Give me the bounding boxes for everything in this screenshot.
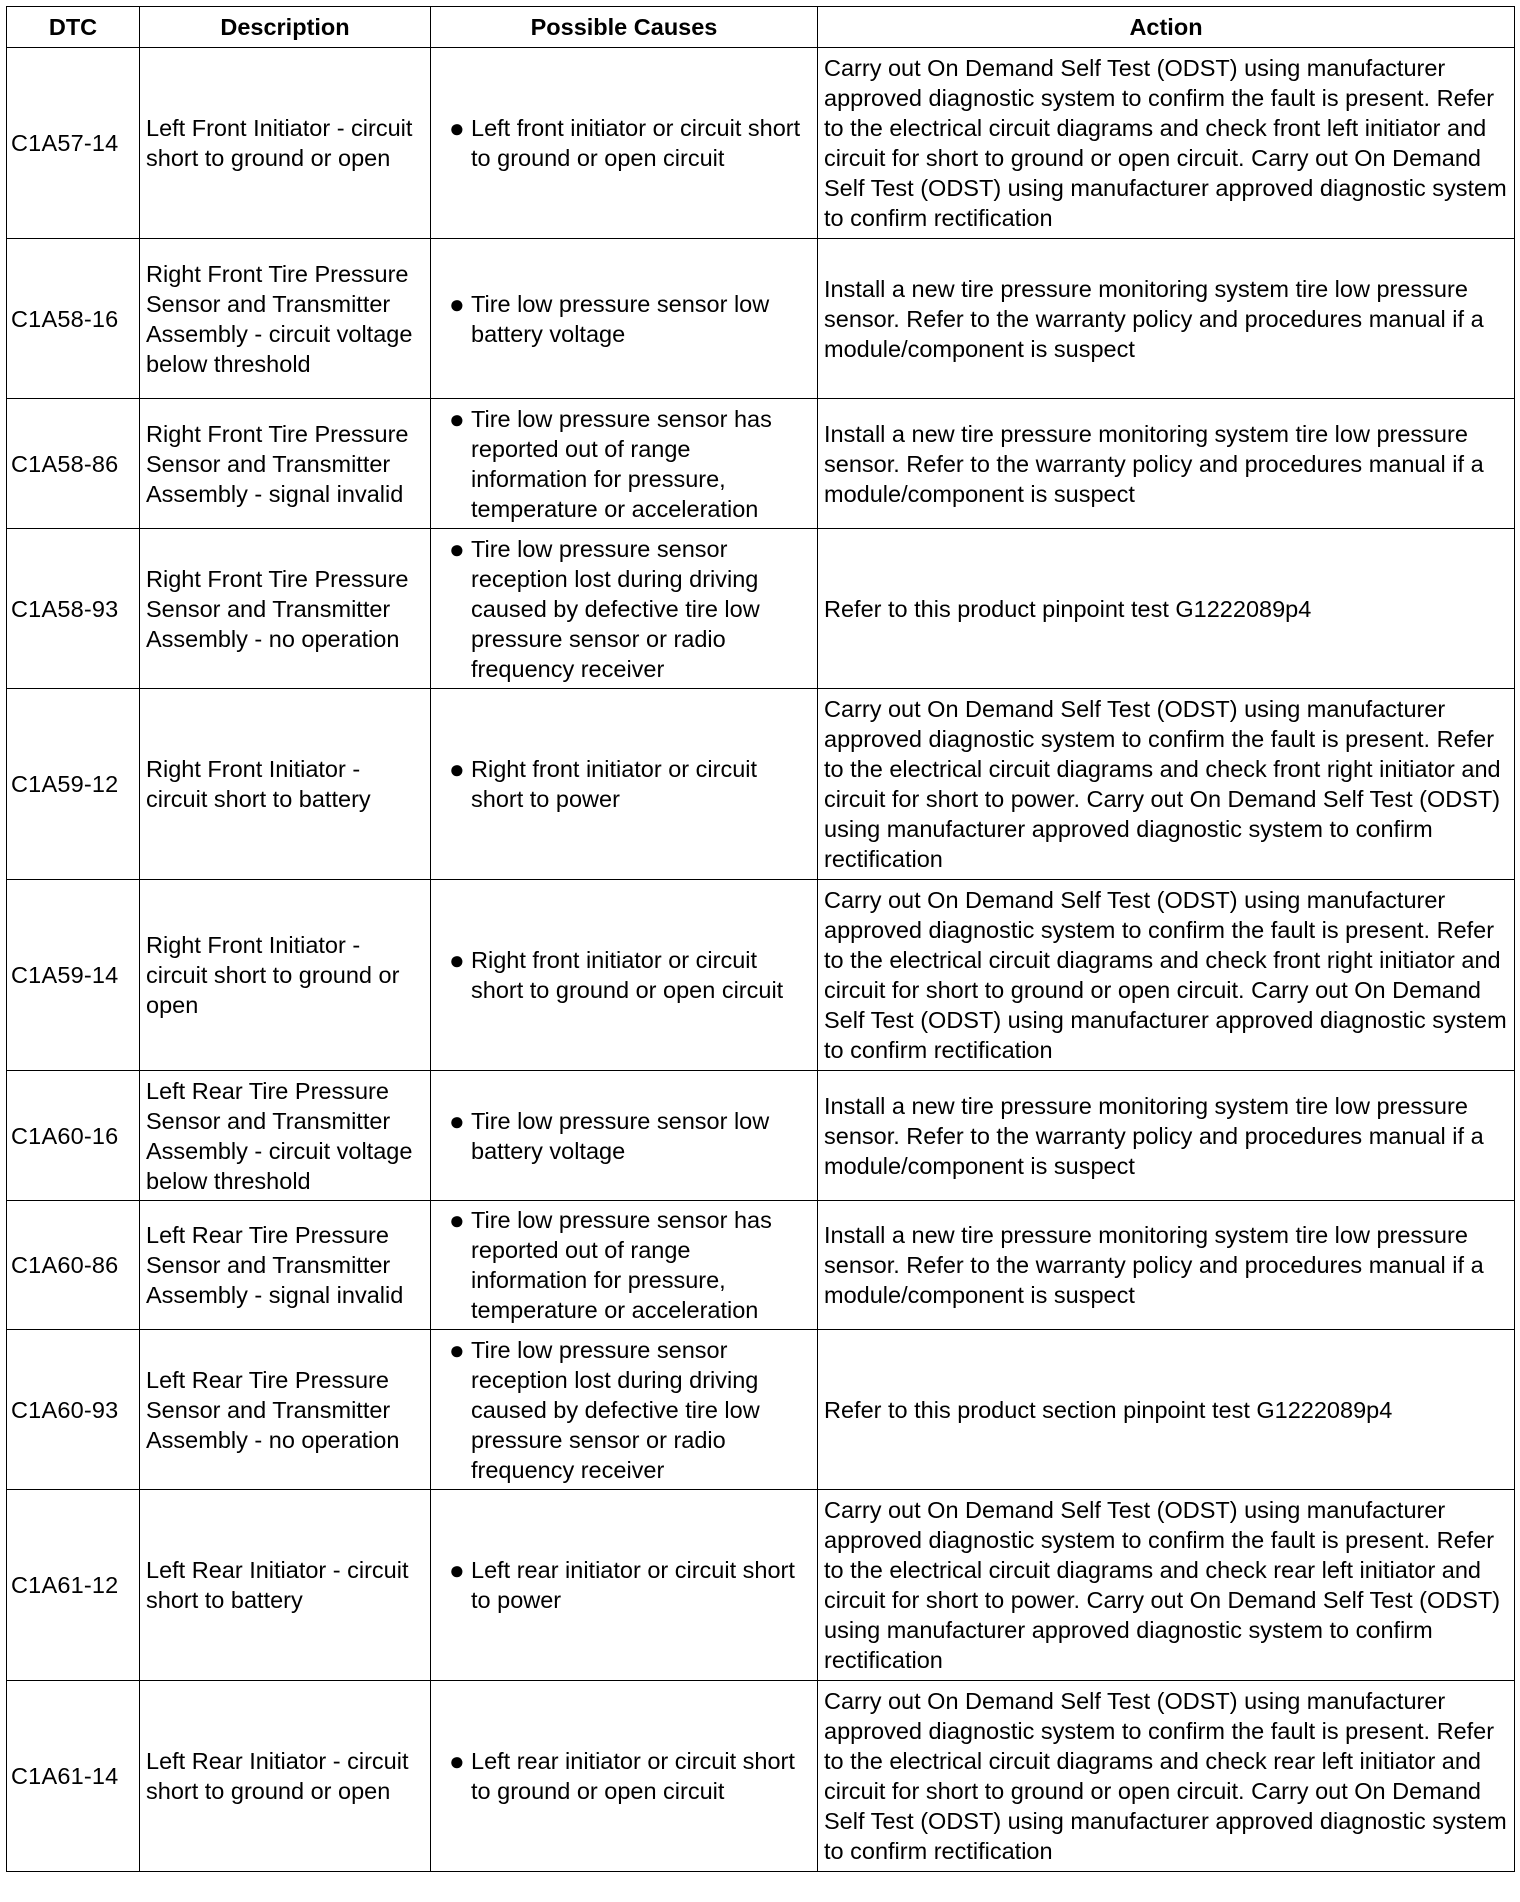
action-cell: Carry out On Demand Self Test (ODST) using manufacturer approved diagnostic system to confirm the fault is present. Refer to the electrical circuit diagrams and check rear left initiator and circuit for short to power. Carry out On Demand Self Test (ODST) using manufacturer approved diagnostic system to confirm rectification — [818, 1490, 1515, 1681]
cause-text: Left front initiator or circuit short to ground or open circuit — [471, 115, 801, 171]
bullet-icon: ● — [449, 533, 465, 564]
table-row — [7, 1330, 1515, 1490]
cause-cell — [431, 880, 818, 1071]
cause-text: Tire low pressure sensor has reported out of range information for pressure, temperature or acceleration — [471, 405, 772, 522]
description-cell: Left Rear Tire Pressure Sensor and Transmitter Assembly - signal invalid — [140, 1201, 431, 1330]
table-row — [7, 239, 1515, 399]
cause-text: Tire low pressure sensor low battery voltage — [471, 1107, 770, 1164]
bullet-icon: ● — [449, 113, 465, 143]
cause-text: Right front initiator or circuit short to power — [471, 756, 758, 812]
bullet-icon: ● — [449, 945, 465, 975]
dtc-code: C1A61-14 — [7, 1681, 140, 1872]
dtc-code: C1A58-16 — [7, 239, 140, 399]
bullet-icon: ● — [449, 754, 465, 784]
description-cell: Left Rear Tire Pressure Sensor and Transmitter Assembly - circuit voltage below threshold — [140, 1071, 431, 1201]
cause-cell — [431, 399, 818, 529]
dtc-code: C1A60-93 — [7, 1330, 140, 1490]
cause-cell — [431, 1201, 818, 1330]
header-action: Action — [818, 7, 1515, 48]
table-row — [7, 1071, 1515, 1201]
action-cell: Refer to this product section pinpoint test G1222089p4 — [818, 1330, 1515, 1490]
dtc-code: C1A58-93 — [7, 529, 140, 689]
action-cell: Install a new tire pressure monitoring system tire low pressure sensor. Refer to the warranty policy and procedures manual if a module/component is suspect — [818, 239, 1515, 399]
action-cell: Install a new tire pressure monitoring system tire low pressure sensor. Refer to the warranty policy and procedures manual if a module/component is suspect — [818, 1071, 1515, 1201]
cause-text: Tire low pressure sensor low battery voltage — [471, 290, 770, 347]
action-cell: Carry out On Demand Self Test (ODST) using manufacturer approved diagnostic system to confirm the fault is present. Refer to the electrical circuit diagrams and check front left initiator and circuit for short to ground or open circuit. Carry out On Demand Self Test (ODST) using manufacturer approved diagnostic system to confirm rectification — [818, 48, 1515, 239]
action-cell: Carry out On Demand Self Test (ODST) using manufacturer approved diagnostic system to confirm the fault is present. Refer to the electrical circuit diagrams and check front right initiator and circuit for short to power. Carry out On Demand Self Test (ODST) using manufacturer approved diagnostic system to confirm rectification — [818, 689, 1515, 880]
cause-text: Right front initiator or circuit short to ground or open circuit — [471, 947, 784, 1003]
description-cell: Left Front Initiator - circuit short to ground or open — [140, 48, 431, 239]
bullet-icon: ● — [449, 288, 465, 319]
cause-cell — [431, 1490, 818, 1681]
header-row — [7, 7, 1515, 48]
dtc-code: C1A60-86 — [7, 1201, 140, 1330]
cause-cell — [431, 1330, 818, 1490]
bullet-icon: ● — [449, 1746, 465, 1776]
cause-cell — [431, 48, 818, 239]
dtc-code: C1A59-14 — [7, 880, 140, 1071]
table-row — [7, 689, 1515, 880]
table-row — [7, 880, 1515, 1071]
dtc-table — [6, 6, 1515, 1872]
cause-cell — [431, 239, 818, 399]
table-row — [7, 529, 1515, 689]
table-row — [7, 1681, 1515, 1872]
table-row — [7, 1490, 1515, 1681]
dtc-code: C1A58-86 — [7, 399, 140, 529]
description-cell: Left Rear Initiator - circuit short to ground or open — [140, 1681, 431, 1872]
table-row — [7, 1201, 1515, 1330]
cause-cell — [431, 1681, 818, 1872]
cause-text: Left rear initiator or circuit short to power — [471, 1557, 795, 1613]
action-cell: Carry out On Demand Self Test (ODST) using manufacturer approved diagnostic system to confirm the fault is present. Refer to the electrical circuit diagrams and check front right initiator and circuit for short to ground or open circuit. Carry out On Demand Self Test (ODST) using manufacturer approved diagnostic system to confirm rectification — [818, 880, 1515, 1071]
header-description: Description — [140, 7, 431, 48]
cause-cell — [431, 689, 818, 880]
cause-cell — [431, 529, 818, 689]
description-cell: Right Front Initiator - circuit short to battery — [140, 689, 431, 880]
header-possible-causes: Possible Causes — [431, 7, 818, 48]
dtc-code: C1A60-16 — [7, 1071, 140, 1201]
action-cell: Refer to this product pinpoint test G1222089p4 — [818, 529, 1515, 689]
cause-text: Tire low pressure sensor reception lost during driving caused by defective tire low pressure sensor or radio frequency receiver — [471, 1336, 760, 1483]
dtc-code: C1A59-12 — [7, 689, 140, 880]
dtc-code: C1A61-12 — [7, 1490, 140, 1681]
action-cell: Install a new tire pressure monitoring system tire low pressure sensor. Refer to the warranty policy and procedures manual if a module/component is suspect — [818, 1201, 1515, 1330]
table-row — [7, 48, 1515, 239]
description-cell: Right Front Tire Pressure Sensor and Transmitter Assembly - circuit voltage below threshold — [140, 239, 431, 399]
description-cell: Left Rear Tire Pressure Sensor and Transmitter Assembly - no operation — [140, 1330, 431, 1490]
bullet-icon: ● — [449, 1334, 465, 1365]
cause-text: Tire low pressure sensor has reported out of range information for pressure, temperature or acceleration — [471, 1207, 772, 1323]
bullet-icon: ● — [449, 1555, 465, 1585]
description-cell: Right Front Initiator - circuit short to ground or open — [140, 880, 431, 1071]
table-row — [7, 399, 1515, 529]
cause-text: Tire low pressure sensor reception lost during driving caused by defective tire low pressure sensor or radio frequency receiver — [471, 535, 760, 682]
description-cell: Right Front Tire Pressure Sensor and Transmitter Assembly - no operation — [140, 529, 431, 689]
description-cell: Left Rear Initiator - circuit short to battery — [140, 1490, 431, 1681]
action-cell: Install a new tire pressure monitoring system tire low pressure sensor. Refer to the warranty policy and procedures manual if a module/component is suspect — [818, 399, 1515, 529]
bullet-icon: ● — [449, 1205, 465, 1235]
cause-cell — [431, 1071, 818, 1201]
bullet-icon: ● — [449, 1105, 465, 1136]
description-cell: Right Front Tire Pressure Sensor and Transmitter Assembly - signal invalid — [140, 399, 431, 529]
bullet-icon: ● — [449, 403, 465, 434]
cause-text: Left rear initiator or circuit short to ground or open circuit — [471, 1748, 795, 1804]
dtc-code: C1A57-14 — [7, 48, 140, 239]
header-dtc: DTC — [7, 7, 140, 48]
action-cell: Carry out On Demand Self Test (ODST) using manufacturer approved diagnostic system to confirm the fault is present. Refer to the electrical circuit diagrams and check rear left initiator and circuit for short to ground or open circuit. Carry out On Demand Self Test (ODST) using manufacturer approved diagnostic system to confirm rectification — [818, 1681, 1515, 1872]
